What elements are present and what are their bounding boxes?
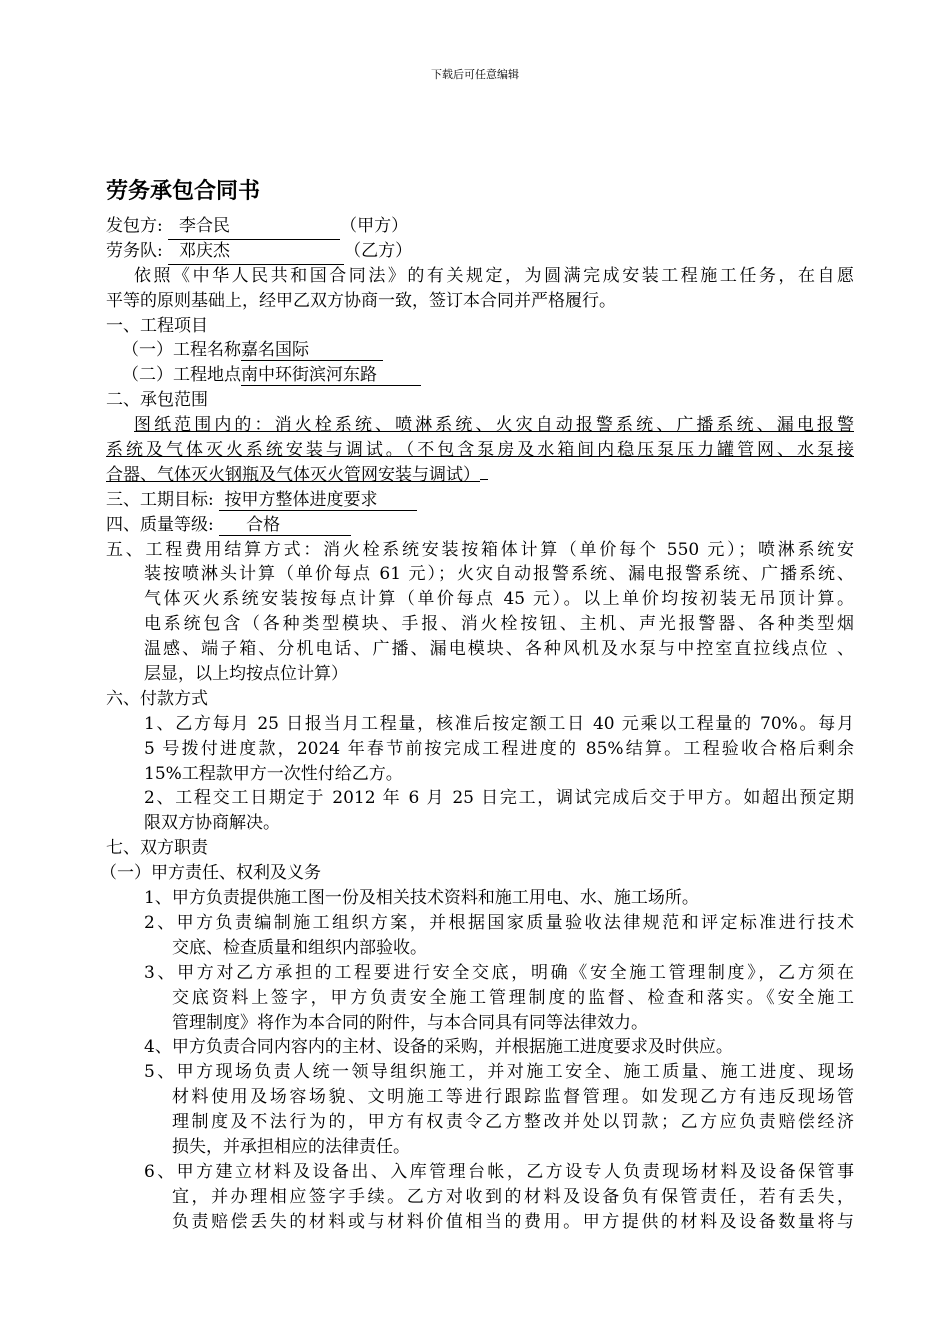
party-a-blank bbox=[168, 214, 340, 240]
party-b-name: 邓庆杰 bbox=[178, 240, 230, 261]
document-title: 劳务承包合同书 bbox=[106, 179, 261, 204]
section-6-heading: 六、付款方式 bbox=[106, 688, 208, 709]
party-b-blank bbox=[168, 239, 344, 265]
duty-item-line: 管理制度》将作为本合同的附件，与本合同具有同等法律效力。 bbox=[172, 1012, 648, 1033]
quality-line bbox=[106, 513, 854, 538]
payment-line: 限双方协商解决。 bbox=[144, 813, 280, 834]
project-name-value: 嘉名国际 bbox=[241, 340, 383, 361]
duty-item-line: 负责赔偿丢失的材料或与材料价值相当的费用。甲方提供的材料及设备数量将与 bbox=[172, 1211, 854, 1232]
project-site-value: 南中环街滨河东路 bbox=[241, 365, 421, 386]
settlement-line: 电系统包含（各种类型模块、手报、消火栓按钮、主机、声光报警器、各种类型烟 bbox=[144, 614, 854, 635]
duty-item-line: 交底、检查质量和组织内部验收。 bbox=[172, 937, 427, 958]
scope-line: 系统及气体灭火系统安装与调试。（不包含泵房及水箱间内稳压泵压力罐管网、水泵接 bbox=[106, 440, 854, 461]
scope-line: 合器、气体灭火钢瓶及气体灭火管网安装与调试） bbox=[106, 464, 480, 485]
payment-line: 1、乙方每月 25 日报当月工程量，核准后按定额工日 40 元乘以工程量的 70%。每月 bbox=[144, 713, 854, 734]
payment-line: 15%工程款甲方一次性付给乙方。 bbox=[144, 763, 403, 784]
schedule-heading: 三、工期目标: bbox=[106, 489, 214, 510]
project-name-line bbox=[106, 338, 854, 363]
duty-item-line: 理制度及不法行为的，甲方有权责令乙方整改并处以罚款；乙方应负责赔偿经济 bbox=[172, 1112, 854, 1133]
schedule-value: 按甲方整体进度要求 bbox=[219, 490, 417, 511]
duty-item-line: 损失，并承担相应的法律责任。 bbox=[172, 1136, 410, 1157]
scope-line: 图纸范围内的：消火栓系统、喷淋系统、火灾自动报警系统、广播系统、漏电报警 bbox=[134, 415, 854, 436]
duty-item-line: 4、甲方负责合同内容内的主材、设备的采购，并根据施工进度要求及时供应。 bbox=[144, 1037, 733, 1058]
duty-item-line: 宜，并办理相应签字手续。乙方对收到的材料及设备负有保管责任，若有丢失， bbox=[172, 1186, 854, 1207]
quality-heading: 四、质量等级: bbox=[106, 514, 214, 535]
duty-item-line: 交底资料上签字，甲方负责安全施工管理制度的监督、检查和落实。《安全施工 bbox=[172, 987, 854, 1008]
duty-item-line: 2、甲方负责编制施工组织方案，并根据国家质量验收法律规范和评定标准进行技术 bbox=[144, 912, 854, 933]
contract-body bbox=[100, 214, 854, 1235]
scope-line-wrap bbox=[106, 463, 854, 488]
duty-item-line: 3、甲方对乙方承担的工程要进行安全交底，明确《安全施工管理制度》，乙方须在 bbox=[144, 962, 854, 983]
payment-line: 5 号拨付进度款，2024 年春节前按完成工程进度的 85%结算。工程验收合格后剩余 bbox=[144, 738, 854, 759]
section-1-heading: 一、工程项目 bbox=[106, 315, 208, 336]
party-a-role: （甲方） bbox=[340, 216, 409, 236]
settlement-line: 气体灭火系统安装按每点计算（单价每点 45 元）。以上单价均按初装无吊顶计算。 bbox=[144, 589, 854, 610]
payment-line: 2、工程交工日期定于 2012 年 6 月 25 日完工，调试完成后交于甲方。如超出预定期 bbox=[144, 788, 854, 809]
settlement-line: 层显，以上均按点位计算） bbox=[144, 664, 348, 685]
party-b-line bbox=[106, 239, 854, 264]
party-a-name: 李合民 bbox=[178, 216, 230, 236]
party-a-line bbox=[106, 214, 854, 239]
header-note: 下载后可任意编辑 bbox=[431, 68, 519, 81]
duty-item-line: 6、甲方建立材料及设备出、入库管理台帐，乙方设专人负责现场材料及设备保管事 bbox=[144, 1161, 854, 1182]
schedule-line bbox=[106, 488, 854, 513]
party-b-role: （乙方） bbox=[344, 240, 413, 261]
intro-line: 依照《中华人民共和国合同法》的有关规定，为圆满完成安装工程施工任务，在自愿 bbox=[134, 265, 854, 286]
project-name-label: （一）工程名称 bbox=[122, 340, 241, 361]
quality-value: 合格 bbox=[219, 515, 351, 536]
section-7-heading: 七、双方职责 bbox=[106, 838, 208, 859]
duty-item-line: 5、甲方现场负责人统一领导组织施工，并对施工安全、施工质量、施工进度、现场 bbox=[144, 1062, 854, 1083]
party-a-label: 发包方: bbox=[106, 216, 163, 236]
duty-item-line: 1、甲方负责提供施工图一份及相关技术资料和施工用电、水、施工场所。 bbox=[144, 888, 699, 909]
section-2-heading: 二、承包范围 bbox=[106, 390, 208, 411]
settlement-line: 五、工程费用结算方式：消火栓系统安装按箱体计算（单价每个 550 元）；喷淋系统安 bbox=[106, 539, 854, 560]
section-7-sub-heading: （一）甲方责任、权利及义务 bbox=[100, 863, 321, 884]
intro-line: 平等的原则基础上，经甲乙双方协商一致，签订本合同并严格履行。 bbox=[106, 290, 616, 311]
party-b-label: 劳务队: bbox=[106, 240, 163, 261]
settlement-line: 温感、端子箱、分机电话、广播、漏电模块、各种风机及水泵与中控室直拉线点位 、 bbox=[144, 639, 854, 660]
settlement-line: 装按喷淋头计算（单价每点 61 元）；火灾自动报警系统、漏电报警系统、广播系统、 bbox=[144, 564, 854, 585]
project-site-line bbox=[106, 363, 854, 388]
project-site-label: （二）工程地点 bbox=[122, 365, 241, 386]
duty-item-line: 材料使用及场容场貌、文明施工等进行跟踪监督管理。如发现乙方有违反现场管 bbox=[172, 1087, 854, 1108]
